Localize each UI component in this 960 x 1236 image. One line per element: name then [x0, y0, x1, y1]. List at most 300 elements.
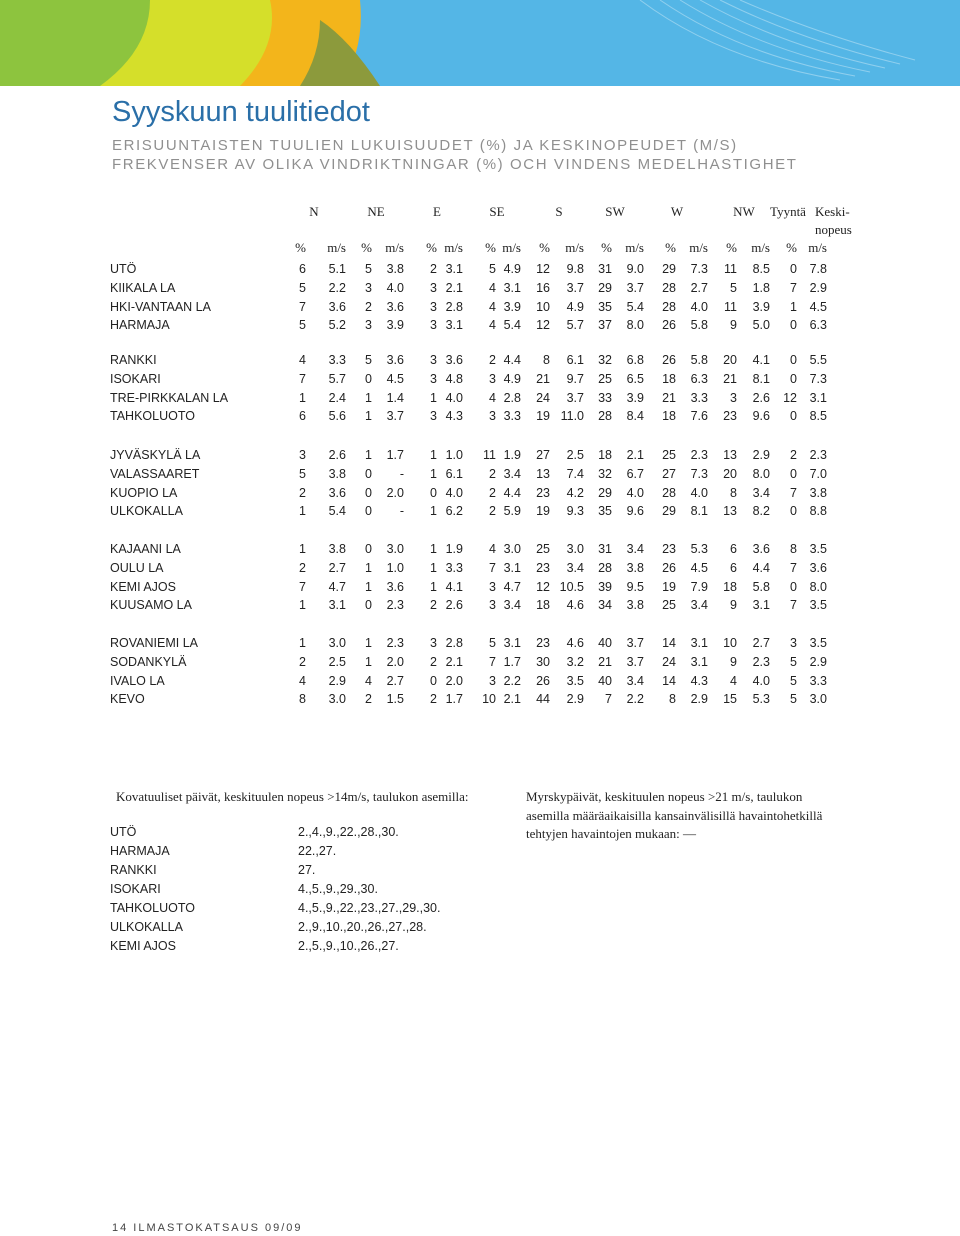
speed-value: 8.2 [752, 504, 770, 519]
storm-station: UTÖ [110, 825, 137, 839]
speed-value: 3.7 [566, 390, 584, 405]
speed-value: 8.5 [809, 409, 827, 424]
speed-value: 5.8 [690, 318, 708, 333]
frequency-value: 30 [536, 654, 550, 669]
frequency-value: 7 [299, 579, 306, 594]
speed-value: 5.7 [566, 318, 584, 333]
frequency-value: 2 [299, 560, 306, 575]
unit-header: % [426, 240, 437, 255]
speed-value: 2.6 [752, 390, 770, 405]
frequency-value: 40 [598, 673, 612, 688]
frequency-value: 2 [365, 299, 372, 314]
frequency-value: 0 [790, 318, 797, 333]
frequency-value: 19 [662, 579, 676, 594]
frequency-value: 2 [489, 504, 496, 519]
frequency-value: 24 [536, 390, 550, 405]
frequency-value: 32 [598, 466, 612, 481]
station-name: KUUSAMO LA [110, 598, 192, 613]
unit-header: m/s [565, 240, 584, 255]
frequency-value: 35 [598, 299, 612, 314]
page-title: Syyskuun tuulitiedot [112, 96, 370, 128]
frequency-value: 23 [536, 636, 550, 650]
frequency-value: 3 [430, 318, 437, 333]
speed-value: 3.0 [809, 692, 827, 707]
frequency-value: 11 [724, 262, 737, 276]
frequency-value: 6 [730, 560, 737, 575]
speed-value: - [399, 466, 404, 481]
speed-value: 3.6 [328, 485, 346, 500]
frequency-value: 1 [430, 466, 437, 481]
speed-value: 3.8 [328, 542, 346, 556]
frequency-value: 18 [536, 598, 550, 613]
frequency-value: 34 [598, 598, 612, 613]
speed-value: 2.3 [809, 448, 827, 462]
speed-value: 3.1 [809, 390, 827, 405]
page-footer: 14 ILMASTOKATSAUS 09/09 [112, 1222, 303, 1234]
frequency-value: 14 [662, 636, 676, 650]
speed-value: 3.1 [445, 318, 463, 333]
speed-value: 7.8 [809, 262, 827, 276]
frequency-value: 2 [790, 448, 797, 462]
speed-value: 1.8 [752, 280, 770, 295]
frequency-value: 7 [790, 560, 797, 575]
frequency-value: 14 [662, 673, 676, 688]
frequency-value: 5 [790, 673, 797, 688]
speed-value: 6.3 [809, 318, 827, 333]
speed-value: 7.4 [566, 466, 584, 481]
speed-value: 6.3 [690, 371, 708, 386]
speed-value: 3.4 [566, 560, 584, 575]
speed-value: 3.1 [752, 598, 770, 613]
speed-value: 1.9 [445, 542, 463, 556]
station-name: KEMI AJOS [110, 579, 176, 594]
frequency-value: 5 [489, 262, 496, 276]
unit-header: % [485, 240, 496, 255]
speed-value: 4.9 [503, 262, 521, 276]
frequency-value: 9 [730, 318, 737, 333]
frequency-value: 24 [662, 654, 676, 669]
frequency-value: 3 [489, 371, 496, 386]
frequency-value: 7 [299, 299, 306, 314]
storm-note-line2: asemilla määräaikaisilla kansainvälisillä havaintohetkillä [526, 808, 823, 823]
frequency-value: 37 [598, 318, 612, 333]
frequency-value: 2 [430, 262, 437, 276]
frequency-value: 28 [598, 409, 612, 424]
direction-header: S [555, 204, 563, 219]
frequency-value: 3 [365, 318, 372, 333]
frequency-value: 19 [536, 504, 550, 519]
frequency-value: 9 [730, 598, 737, 613]
station-name: KEVO [110, 692, 145, 707]
speed-value: 3.9 [626, 390, 644, 405]
frequency-value: 28 [662, 485, 676, 500]
speed-value: 2.3 [690, 448, 708, 462]
frequency-value: 0 [430, 673, 437, 688]
speed-value: 4.0 [386, 280, 404, 295]
frequency-value: 2 [430, 598, 437, 613]
speed-value: 3.3 [328, 353, 346, 367]
speed-value: 6.2 [445, 504, 463, 519]
frequency-value: 26 [536, 673, 550, 688]
speed-value: 5.8 [752, 579, 770, 594]
frequency-value: 12 [536, 579, 550, 594]
frequency-value: 29 [662, 504, 676, 519]
frequency-value: 11 [483, 448, 496, 462]
speed-value: 6.1 [445, 466, 463, 481]
unit-header: m/s [385, 240, 404, 255]
frequency-value: 3 [430, 636, 437, 650]
speed-value: 1.4 [386, 390, 404, 405]
frequency-value: 1 [365, 390, 372, 405]
direction-header: NE [367, 204, 385, 219]
frequency-value: 23 [723, 409, 737, 424]
station-name: ISOKARI [110, 371, 161, 386]
frequency-value: 0 [790, 579, 797, 594]
speed-value: 8.8 [809, 504, 827, 519]
frequency-value: 5 [790, 692, 797, 707]
frequency-value: 20 [723, 466, 737, 481]
frequency-value: 7 [299, 371, 306, 386]
frequency-value: 3 [489, 598, 496, 613]
speed-value: 3.5 [809, 598, 827, 613]
frequency-value: 2 [489, 485, 496, 500]
frequency-value: 13 [723, 448, 737, 462]
speed-value: 3.0 [328, 636, 346, 650]
speed-value: 2.3 [752, 654, 770, 669]
speed-value: 3.6 [445, 353, 463, 367]
frequency-value: 0 [365, 466, 372, 481]
frequency-value: 21 [723, 371, 737, 386]
speed-value: 5.1 [328, 262, 346, 276]
speed-value: 6.7 [626, 466, 644, 481]
frequency-value: 2 [430, 654, 437, 669]
unit-header: % [295, 240, 306, 255]
direction-header: Keski- [815, 204, 850, 219]
unit-header: m/s [751, 240, 770, 255]
speed-value: 2.7 [690, 280, 708, 295]
speed-value: 5.9 [503, 504, 521, 519]
speed-value: 3.7 [626, 280, 644, 295]
speed-value: 8.1 [690, 504, 708, 519]
unit-header: % [361, 240, 372, 255]
frequency-value: 3 [489, 673, 496, 688]
frequency-value: 2 [365, 692, 372, 707]
frequency-value: 28 [662, 299, 676, 314]
frequency-value: 3 [430, 409, 437, 424]
storm-days-title: Kovatuuliset päivät, keskituulen nopeus >14m/s, taulukon asemilla: [116, 789, 469, 804]
frequency-value: 1 [299, 598, 306, 613]
frequency-value: 1 [365, 409, 372, 424]
frequency-value: 4 [489, 318, 496, 333]
frequency-value: 5 [489, 636, 496, 650]
frequency-value: 2 [489, 466, 496, 481]
frequency-value: 10 [536, 299, 550, 314]
speed-value: 4.9 [566, 299, 584, 314]
frequency-value: 25 [662, 598, 676, 613]
speed-value: 4.0 [690, 299, 708, 314]
speed-value: 1.7 [386, 448, 404, 462]
unit-header: m/s [689, 240, 708, 255]
frequency-value: 8 [543, 353, 550, 367]
frequency-value: 4 [489, 542, 496, 556]
speed-value: 3.9 [503, 299, 521, 314]
frequency-value: 2 [489, 353, 496, 367]
speed-value: 3.6 [386, 299, 404, 314]
speed-value: 2.9 [809, 654, 827, 669]
speed-value: 1.9 [503, 448, 521, 462]
speed-value: 1.0 [445, 448, 463, 462]
storm-station: TAHKOLUOTO [110, 901, 195, 915]
speed-value: 3.1 [445, 262, 463, 276]
frequency-value: 7 [790, 485, 797, 500]
speed-value: 4.6 [566, 636, 584, 650]
speed-value: 2.1 [445, 280, 463, 295]
frequency-value: 31 [598, 542, 612, 556]
frequency-value: 8 [730, 485, 737, 500]
frequency-value: 4 [299, 673, 306, 688]
station-name: IVALO LA [110, 673, 165, 688]
storm-dates: 22.,27. [298, 844, 337, 858]
frequency-value: 25 [662, 448, 676, 462]
speed-value: 3.3 [690, 390, 708, 405]
frequency-value: 25 [598, 371, 612, 386]
speed-value: 3.7 [566, 280, 584, 295]
frequency-value: 21 [662, 390, 676, 405]
speed-value: 9.7 [566, 371, 584, 386]
speed-value: 3.6 [386, 579, 404, 594]
speed-value: 4.3 [445, 409, 463, 424]
speed-value: 1.5 [386, 692, 404, 707]
speed-value: 2.8 [503, 390, 521, 405]
frequency-value: 29 [662, 262, 676, 276]
speed-value: 2.0 [386, 485, 404, 500]
speed-value: 2.9 [328, 673, 346, 688]
frequency-value: 4 [730, 673, 737, 688]
frequency-value: 20 [723, 353, 737, 367]
frequency-value: 12 [783, 390, 797, 405]
speed-value: 9.6 [752, 409, 770, 424]
frequency-value: 3 [489, 409, 496, 424]
frequency-value: 32 [598, 353, 612, 367]
frequency-value: 23 [536, 560, 550, 575]
speed-value: 7.0 [809, 466, 827, 481]
unit-header: m/s [444, 240, 463, 255]
frequency-value: 0 [790, 353, 797, 367]
frequency-value: 40 [598, 636, 612, 650]
speed-value: 11.0 [560, 409, 584, 424]
frequency-value: 25 [536, 542, 550, 556]
speed-value: 2.8 [445, 636, 463, 650]
speed-value: 3.5 [809, 542, 827, 556]
frequency-value: 5 [299, 318, 306, 333]
frequency-value: 4 [489, 280, 496, 295]
direction-header: nopeus [815, 222, 852, 237]
speed-value: 2.9 [690, 692, 708, 707]
frequency-value: 0 [365, 371, 372, 386]
storm-note-line1: Myrskypäivät, keskituulen nopeus >21 m/s, taulukon [526, 789, 803, 804]
speed-value: 3.6 [809, 560, 827, 575]
frequency-value: 4 [299, 353, 306, 367]
direction-header: E [433, 204, 441, 219]
frequency-value: 1 [430, 542, 437, 556]
frequency-value: 4 [489, 299, 496, 314]
speed-value: 3.6 [328, 299, 346, 314]
storm-dates: 2.,5.,9.,10.,26.,27. [298, 939, 399, 953]
station-name: UTÖ [110, 262, 137, 276]
speed-value: 3.9 [752, 299, 770, 314]
frequency-value: 1 [430, 504, 437, 519]
speed-value: 3.4 [503, 466, 521, 481]
frequency-value: 44 [536, 692, 550, 707]
speed-value: 3.1 [503, 560, 521, 575]
speed-value: 2.5 [566, 448, 584, 462]
frequency-value: 0 [365, 504, 372, 519]
station-name: RANKKI [110, 353, 157, 367]
frequency-value: 1 [299, 504, 306, 519]
frequency-value: 2 [299, 654, 306, 669]
frequency-value: 6 [730, 542, 737, 556]
speed-value: 3.4 [503, 598, 521, 613]
speed-value: 4.4 [503, 485, 521, 500]
speed-value: 3.4 [690, 598, 708, 613]
frequency-value: 0 [365, 598, 372, 613]
speed-value: 5.5 [809, 353, 827, 367]
speed-value: 10.5 [559, 579, 584, 594]
frequency-value: 15 [723, 692, 737, 707]
frequency-value: 5 [299, 466, 306, 481]
speed-value: 8.5 [752, 262, 770, 276]
speed-value: 3.7 [386, 409, 404, 424]
frequency-value: 1 [299, 390, 306, 405]
speed-value: 8.4 [626, 409, 644, 424]
speed-value: 2.5 [328, 654, 346, 669]
frequency-value: 18 [598, 448, 612, 462]
frequency-value: 12 [536, 262, 550, 276]
speed-value: 2.6 [328, 448, 346, 462]
frequency-value: 13 [723, 504, 737, 519]
speed-value: 5.3 [752, 692, 770, 707]
frequency-value: 7 [605, 692, 612, 707]
frequency-value: 29 [598, 280, 612, 295]
speed-value: 3.8 [626, 598, 644, 613]
frequency-value: 21 [598, 654, 612, 669]
speed-value: 7.3 [690, 262, 708, 276]
frequency-value: 0 [790, 262, 797, 276]
frequency-value: 8 [669, 692, 676, 707]
storm-dates: 4.,5.,9.,29.,30. [298, 882, 378, 896]
frequency-value: 1 [365, 579, 372, 594]
frequency-value: 26 [662, 560, 676, 575]
storm-note-line3: tehtyjen havaintojen mukaan: — [526, 826, 697, 841]
storm-station: HARMAJA [110, 844, 170, 858]
speed-value: 2.4 [328, 390, 346, 405]
frequency-value: 5 [790, 654, 797, 669]
frequency-value: 9 [730, 654, 737, 669]
speed-value: 3.2 [566, 654, 584, 669]
frequency-value: 7 [489, 654, 496, 669]
frequency-value: 1 [365, 654, 372, 669]
speed-value: 2.8 [445, 299, 463, 314]
storm-station: ISOKARI [110, 882, 161, 896]
speed-value: 3.4 [626, 542, 644, 556]
speed-value: 1.7 [445, 692, 463, 707]
storm-dates: 27. [298, 863, 316, 877]
frequency-value: 2 [430, 692, 437, 707]
speed-value: 2.3 [386, 636, 404, 650]
frequency-value: 12 [536, 318, 550, 333]
speed-value: 2.1 [445, 654, 463, 669]
frequency-value: 29 [598, 485, 612, 500]
frequency-value: 1 [365, 560, 372, 575]
unit-header: m/s [808, 240, 827, 255]
frequency-value: 11 [724, 299, 737, 314]
frequency-value: 1 [430, 448, 437, 462]
storm-dates: 2.,9.,10.,20.,26.,27.,28. [298, 920, 427, 934]
station-name: TAHKOLUOTO [110, 409, 195, 424]
station-name: VALASSAARET [110, 466, 200, 481]
speed-value: 3.8 [328, 466, 346, 481]
speed-value: 3.5 [566, 673, 584, 688]
speed-value: 5.2 [328, 318, 346, 333]
speed-value: 7.6 [690, 409, 708, 424]
speed-value: 2.1 [503, 692, 521, 707]
direction-header: N [309, 204, 319, 219]
frequency-value: 1 [365, 448, 372, 462]
speed-value: 2.0 [445, 673, 463, 688]
speed-value: 4.1 [445, 579, 463, 594]
speed-value: 2.7 [328, 560, 346, 575]
speed-value: 3.6 [386, 353, 404, 367]
speed-value: 4.7 [503, 579, 521, 594]
frequency-value: 35 [598, 504, 612, 519]
speed-value: 8.0 [809, 579, 827, 594]
speed-value: 7.3 [690, 466, 708, 481]
speed-value: 2.6 [445, 598, 463, 613]
speed-value: 4.9 [503, 371, 521, 386]
frequency-value: 7 [790, 598, 797, 613]
frequency-value: 18 [662, 371, 676, 386]
unit-header: % [601, 240, 612, 255]
frequency-value: 27 [662, 466, 676, 481]
speed-value: 2.2 [626, 692, 644, 707]
frequency-value: 4 [365, 673, 372, 688]
frequency-value: 7 [489, 560, 496, 575]
frequency-value: 1 [430, 560, 437, 575]
speed-value: 9.6 [626, 504, 644, 519]
storm-station: RANKKI [110, 863, 157, 877]
speed-value: 2.2 [328, 280, 346, 295]
frequency-value: 21 [536, 371, 550, 386]
speed-value: 4.2 [566, 485, 584, 500]
frequency-value: 28 [662, 280, 676, 295]
speed-value: 5.4 [328, 504, 346, 519]
speed-value: 3.0 [566, 542, 584, 556]
speed-value: 9.8 [566, 262, 584, 276]
speed-value: 3.1 [503, 636, 521, 650]
frequency-value: 3 [790, 636, 797, 650]
speed-value: 3.6 [752, 542, 770, 556]
station-name: KUOPIO LA [110, 485, 178, 500]
frequency-value: 3 [365, 280, 372, 295]
speed-value: 3.1 [690, 636, 708, 650]
frequency-value: 5 [365, 353, 372, 367]
speed-value: 4.4 [752, 560, 770, 575]
speed-value: 3.3 [809, 673, 827, 688]
speed-value: 8.0 [626, 318, 644, 333]
frequency-value: 0 [365, 485, 372, 500]
speed-value: 4.6 [566, 598, 584, 613]
frequency-value: 18 [723, 579, 737, 594]
